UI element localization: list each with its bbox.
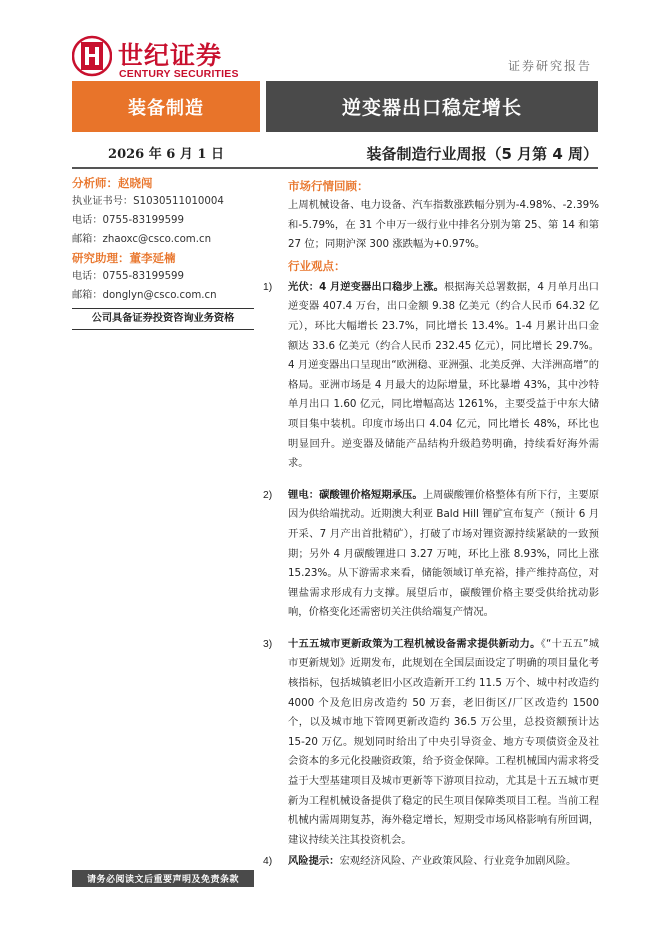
market-review-heading: 市场行情回顾： (288, 179, 369, 193)
analyst-phone: 电话：0755-83199599 (72, 215, 185, 226)
market-review-text: 上周机械设备、电力设备、汽车指数涨跌幅分别为-4.98%、-2.39%和-5.79%，在 31 个申万一级行业中排名分别为第 25、第 14 和第 27 位；同期沪深 300 涨跌幅为+0.97%。 (288, 199, 599, 251)
view-item-number: 4) (263, 856, 273, 868)
view-item-number: 2) (263, 489, 273, 501)
logo-english-name: CENTURY SECURITIES (119, 68, 239, 80)
analyst-cert: 执业证书号：S1030511010004 (72, 196, 224, 207)
logo-chinese-name: 世纪证券 (118, 41, 223, 70)
report-subtitle: 装备制造行业周报（5 月第 4 周） (366, 145, 598, 163)
view-item-number: 1) (263, 281, 273, 293)
sector-band: 装备制造 (72, 81, 260, 132)
analyst-email[interactable]: 邮箱：zhaoxc@csco.com.cn (72, 234, 212, 245)
view-item (263, 852, 599, 872)
header-divider (72, 167, 598, 169)
view-item-text: 上周碳酸锂价格整体有所下行，主要原因为供给端扰动。近期澳大利亚 Bald Hill 锂矿宣布复产（预计 6 月开采、7 月产出首批精矿），打破了市场对锂资源持续紧缺的一致预期；另外 4 月碳酸锂进口 3.27 万吨，环比上涨 8.93%，同比上涨 15.23%。从下游需求来看，储能领域订单充裕，排产维持高位，对锂盐需求形成有力支撑。展望后市，碳酸锂价格主要受供给扰动影响，价格变化还需密切关注供给端复产情况。 (288, 488, 600, 619)
view-item (263, 635, 599, 851)
view-item-text: 根据海关总署数据，4 月单月出口逆变器 407.4 万台，出口金额 9.38 亿美元（约合人民币 64.32 亿元），环比大幅增长 23.7%，同比增长 13.4%。1-4 月累计出口金额达 33.6 亿美元（约合人民币 232.45 亿元），同比增长 29.7%。4 月逆变器出口呈现出“欧洲稳、亚洲强、北美反弹、大洋洲高增”的格局。亚洲市场是 4 月最大的边际增量，环比暴增 43%，其中沙特单月出口 1.60 亿元，同比增幅高达 1261%，主要受益于中东大储项目集中装机。印度市场出口 4.04 亿元，同比增长 48%，环比也明显回升。逆变器及储能产品结构升级趋势明确，持续看好海外需求。 (288, 280, 599, 470)
logo-seal-icon (72, 34, 112, 78)
view-item (263, 486, 599, 623)
view-item-lead: 光伏：4 月逆变器出口稳步上涨。 (288, 280, 444, 293)
qualification-note: 公司具备证券投资咨询业务资格 (72, 308, 254, 330)
view-item-number: 3) (263, 638, 273, 650)
view-item-lead: 风险提示： (288, 855, 340, 868)
assistant-phone: 电话：0755-83199599 (72, 271, 185, 282)
disclaimer-bar[interactable]: 请务必阅读文后重要声明及免责条款 (72, 870, 254, 887)
view-item-text: 《“十五五”城市更新规划》近期发布，此规划在全国层面设定了明确的项目量化考核指标，包括城镇老旧小区改造新开工约 11.5 万个、城中村改造约 4000 个及危旧房改造约 50 万套，老旧街区/厂区改造约 1500 个，以及城市地下管网更新改造约 36.5 万公里，总投资额预计达 15-20 万亿。规划同时给出了中央引导资金、地方专项债资金及社会资本的多元化投融资政策，给予资金保障。工程机械国内需求将受益于大型基建项目及城市更新等下游项目拉动，尤其是十五五城市更新为工程机械设备提供了稳定的民生项目保障类项目工程。当前工程机械内需周期复苏，海外稳定增长，短期受市场风格影响有所回调，建议持续关注其投资机会。 (288, 637, 600, 846)
document-type-label: 证券研究报告 (507, 59, 592, 73)
report-body (263, 177, 599, 872)
report-title-band: 逆变器出口稳定增长 (266, 81, 598, 132)
company-logo (72, 34, 262, 84)
author-sidebar (72, 174, 254, 330)
assistant-email[interactable]: 邮箱：donglyn@csco.com.cn (72, 290, 217, 301)
view-item-text: 宏观经济风险、产业政策风险、行业竞争加剧风险。 (339, 855, 577, 868)
view-item (263, 278, 599, 474)
analyst-heading: 分析师：赵晓闯 (72, 176, 153, 190)
assistant-heading: 研究助理：董李延楠 (72, 251, 176, 265)
report-date: 2026 年 6 月 1 日 (108, 147, 224, 162)
view-item-lead: 锂电：碳酸锂价格短期承压。 (288, 488, 423, 501)
industry-views-heading: 行业观点： (288, 258, 346, 273)
view-item-lead: 十五五城市更新政策为工程机械设备需求提供新动力。 (288, 637, 541, 650)
